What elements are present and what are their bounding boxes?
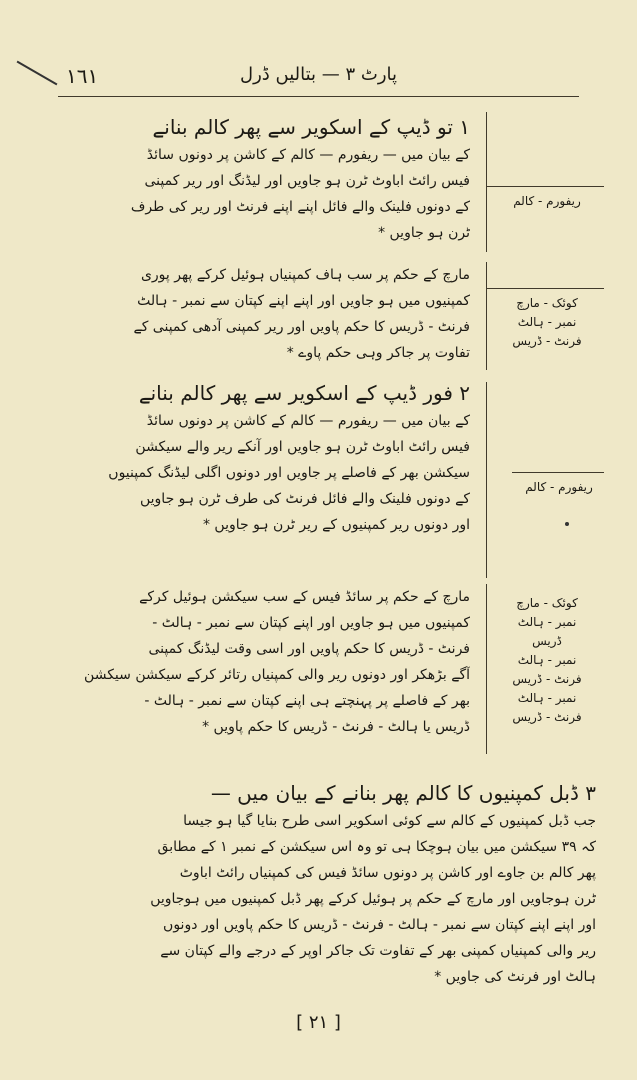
section-3-line: اور اپنے اپنے کپتان سے نمبر - ہالٹ - فرنٹ - ڈریس کا حکم پاویں اور دونوں [163,917,596,933]
section-2b-line: فرنٹ - ڈریس کا حکم پاویں اور اسی وقت لیڈنگ کمپنی [148,641,470,657]
section-2b-line: مارچ کے حکم پر سائڈ فیس کے سب سیکشن ہوئیل کرکے [139,589,470,605]
section-2-heading: ٢ فور ڈیپ کے اسکویر سے پھر کالم بنانے [138,381,470,405]
margin-rule [512,472,604,473]
margin-brace [486,112,487,252]
margin-dot [565,522,569,526]
section-1-line: فیس رائٹ اباوٹ ٹرن ہو جاویں اور لیڈنگ اور ریر کمپنی [144,173,470,189]
section-3-line: ہالٹ اور فرنٹ کی جاویں * [434,969,596,985]
section-3-line: کہ ٣٩ سیکشن میں بیان ہوچکا ہی تو وہ اس سیکشن کے نمبر ١ کے مطابق [157,839,596,855]
section-2b-line: کمپنیوں میں ہو جاویں اور اپنے کپتان سے نمبر - ہالٹ - [152,615,470,631]
section-1-line: ٹرن ہو جاویں * [378,225,470,241]
section-3-line: ٹرن ہوجاویں اور مارچ کے حکم پر ہوئیل کرکے پھر ڈبل کمپنیوں میں ہوجاویں [150,891,596,907]
page-marker: [ ٢١ ] [296,1012,341,1033]
section-3-line: جب ڈبل کمپنیوں کے کالم سے کوئی اسکویر اسی طرح بنایا گیا ہو جیسا [183,813,596,829]
running-title: پارٹ ٣ — بتالیں ڈرل [239,64,398,85]
margin-note-4: کوئک - مارچ نمبر - ہالٹ ڈریس نمبر - ہالٹ فرنٹ - ڈریس نمبر - ہالٹ فرنٹ - ڈریس [512,596,582,724]
section-2b-line: ڈریس یا ہالٹ - فرنٹ - ڈریس کا حکم پاویں * [202,719,470,735]
section-2b-line: آگے بڑھکر اور دونوں ریر والی کمپنیاں رتائر کرکے سیکشن سیکشن [84,667,470,683]
section-2-line: اور دونوں ریر کمپنیوں کے ریر ٹرن ہو جاویں * [202,517,470,533]
margin-rule [486,288,604,289]
section-1-line: کے دونوں فلینک والے فائل اپنے اپنے فرنٹ اور ریر کی طرف [130,199,470,215]
section-3-heading: ٣ ڈبل کمپنیوں کا کالم پھر بنانے کے بیان میں — [210,781,596,805]
margin-note-3: ریفورم - کالم [525,480,593,494]
section-3 [60,778,596,990]
section-1 [60,112,470,246]
section-2-line: فیس رائٹ اباوٹ ٹرن ہو جاویں اور آنکے ریر والے سیکشن [135,439,470,455]
section-1b [60,262,470,366]
section-2-line: کے بیان میں — ریفورم — کالم کے کاشن پر دونوں سائڈ [146,413,470,429]
margin-brace [486,262,487,370]
margin-brace [486,584,487,754]
section-1b-line: تفاوت پر جاکر وہی حکم پاوے * [286,345,470,361]
section-3-line: ریر والی کمپنیاں کمپنی بھر کے تفاوت تک جاکر اوپر کے درجے والے کپتان سے [160,943,596,959]
section-2b-line: بھر کے فاصلے پر پہنچتے ہی اپنے کپتان سے نمبر - ہالٹ - [144,693,470,709]
section-1-heading: ١ تو ڈیپ کے اسکویر سے پھر کالم بنانے [152,115,470,139]
margin-note-2: کوئک - مارچ نمبر - ہالٹ فرنٹ - ڈریس [512,296,582,348]
margin-brace [486,382,487,578]
section-1b-line: مارچ کے حکم پر سب ہاف کمپنیاں ہوئیل کرکے پھر پوری [140,267,470,283]
page-number: ١٦١ [66,64,99,88]
header-rule [58,96,579,97]
margin-note-1: ریفورم - کالم [513,194,581,208]
section-1b-line: فرنٹ - ڈریس کا حکم پاویں اور ریر کمپنی آدھی کمپنی کے [133,319,470,335]
section-1b-line: کمپنیوں میں ہو جاویں اور اپنے اپنے کپتان سے نمبر - ہالٹ [137,293,470,309]
section-2b [60,584,470,740]
section-2 [60,378,470,538]
section-2-line: کے دونوں فلینک والے فائل فرنٹ کی طرف ٹرن ہو جاویں [139,491,470,507]
section-1-line: کے بیان میں — ریفورم — کالم کے کاشن پر دونوں سائڈ [146,147,470,163]
section-3-line: پھر کالم بن جاوے اور کاشن پر دونوں سائڈ فیس کی کمپنیاں رائٹ اباوٹ [179,865,596,881]
margin-rule [486,186,604,187]
section-2-line: سیکشن بھر کے فاصلے پر جاویں اور دونوں اگلی لیڈنگ کمپنیوں [108,465,470,481]
